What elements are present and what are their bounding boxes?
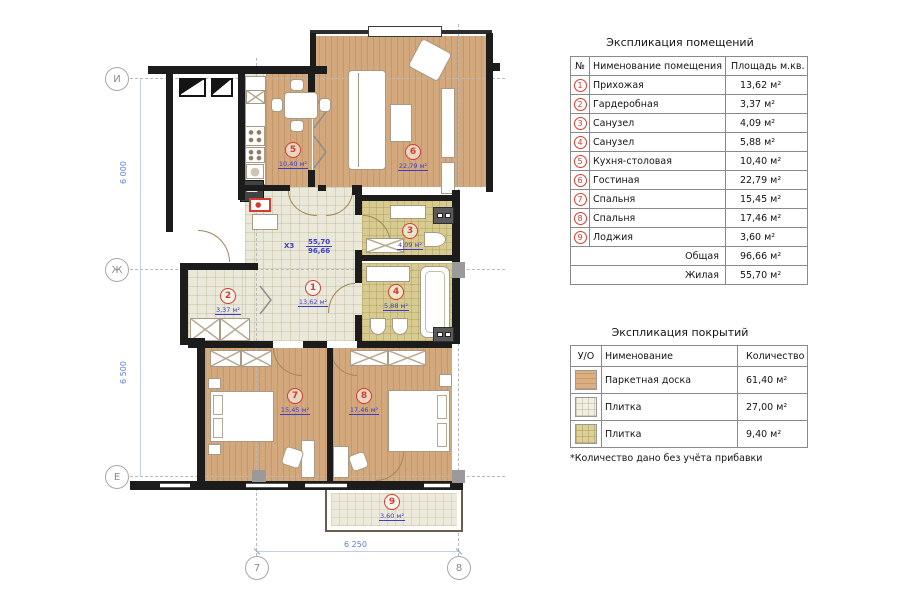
summary-area-cell: 96,66 м² — [725, 247, 808, 266]
bed — [210, 391, 274, 442]
covering-swatch — [575, 397, 597, 417]
table-row — [571, 76, 808, 95]
bed — [388, 390, 450, 452]
covering-name-cell: Паркетная доска — [602, 367, 738, 394]
sofa — [348, 70, 386, 170]
room-area-cell: 15,45 м² — [725, 190, 808, 209]
bidet — [392, 318, 408, 335]
covering-swatch-cell — [571, 367, 602, 394]
tv-cabinet — [441, 88, 455, 158]
dining-table — [284, 92, 318, 119]
apartment-code: Х3 — [284, 242, 295, 250]
room-number-badge: 5 — [574, 155, 587, 168]
room-number-badge: 7 — [574, 193, 587, 206]
wall — [308, 170, 315, 187]
covering-qty-cell: 27,00 м² — [738, 394, 808, 421]
room-name-cell: Спальня — [590, 209, 726, 228]
room-number-badge: 3 — [574, 117, 587, 130]
room-name-cell: Гардеробная — [590, 95, 726, 114]
door-arc-entrance — [198, 230, 230, 262]
room-number-badge: 9 — [574, 231, 587, 244]
nightstand — [208, 444, 221, 455]
wall-pier — [452, 470, 465, 483]
covering-swatch — [575, 424, 597, 444]
toilet — [370, 318, 386, 335]
kitchen-cabinet — [246, 90, 265, 104]
covering-name-cell: Плитка — [602, 394, 738, 421]
room-name-cell: Санузел — [590, 114, 726, 133]
table-row — [571, 152, 808, 171]
room-number-cell — [571, 228, 590, 247]
table-row — [571, 171, 808, 190]
wall — [148, 66, 327, 74]
covering-swatch-cell — [571, 421, 602, 448]
room-area-cell: 22,79 м² — [725, 171, 808, 190]
table-row — [571, 421, 808, 448]
room-name-cell: Прихожая — [590, 76, 726, 95]
summary-label-cell: Жилая — [571, 266, 726, 285]
col-header-name: Нименование помещения — [590, 57, 726, 76]
dimension-6500: 6 500 — [118, 361, 128, 384]
room-number-badge: 2 — [574, 98, 587, 111]
left-dimension-line — [140, 79, 141, 477]
vanity-counter — [366, 266, 410, 282]
dimension-6000: 6 000 — [118, 161, 128, 184]
table-header-row — [571, 57, 808, 76]
rooms-table-title: Экспликация помещений — [606, 36, 754, 49]
col-header-symbol: У/О — [571, 346, 602, 367]
window — [246, 483, 288, 488]
window — [424, 483, 450, 488]
col-header-number: № — [571, 57, 590, 76]
table-row — [571, 367, 808, 394]
room-area-cell: 3,60 м² — [725, 228, 808, 247]
table-row — [571, 95, 808, 114]
floor-plan-sheet: И Ж Е 7 8 6 000 6 500 6 250 1 13,62 м² 2 3,37 м² 3 4,09 м² 4 5,88 м² 5 10,40 м² 6 22,79 м² 7 15,45 м² 8 17,46 м² 9 3,60 м² Х3 55,70 96,66 Экспликация помещений № Нименование помещения Площадь м.кв. 1 Прихожая 13,62 м² 2 Гардеробная 3,37 м² 3 Санузел 4,09 м² 4 Санузел 5,88 м² 5 Кухня-столовая 10,40 м² 6 Гостиная 22,79 м² 7 Спальня 15,45 м² 8 Спальня 17,46 м² 9 Лоджия 3,60 м² Общая 96,66 м² Жилая 55,70 м² Экспликация покрытий У/О Нименование Количество Паркетная доска 61,40 м² Плитка 27,00 м² Плитка 9,40 м² *Количество дано без учёта прибавки — [0, 0, 900, 600]
room-area-cell: 13,62 м² — [725, 76, 808, 95]
wall — [355, 250, 362, 283]
electrical-panel-icon — [249, 198, 271, 212]
covering-swatch — [575, 370, 597, 390]
table-summary-row — [571, 266, 808, 285]
window — [305, 483, 347, 488]
wall — [357, 341, 452, 348]
vent-shaft-icon — [211, 78, 233, 97]
covering-name-cell: Плитка — [602, 421, 738, 448]
room-number-badge: 6 — [574, 174, 587, 187]
duct-box — [433, 327, 454, 342]
axis-circle-8: 8 — [447, 556, 471, 580]
console-table — [252, 214, 278, 230]
room-number-cell — [571, 190, 590, 209]
room-number-cell — [571, 152, 590, 171]
axis-line-e — [130, 476, 505, 477]
table-row — [571, 209, 808, 228]
table-row — [571, 114, 808, 133]
col-header-area: Площадь м.кв. — [725, 57, 808, 76]
wall — [238, 74, 245, 200]
bottom-dimension-line — [257, 551, 459, 552]
room-area-cell: 10,40 м² — [725, 152, 808, 171]
coverings-footnote: *Количество дано без учёта прибавки — [570, 453, 763, 464]
wall — [188, 341, 273, 348]
coffee-table — [390, 104, 412, 142]
col-header-qty: Количество — [738, 346, 808, 367]
table-row — [571, 228, 808, 247]
covering-qty-cell: 61,40 м² — [738, 367, 808, 394]
wardrobe-cabinet — [210, 350, 241, 367]
axis-circle-7: 7 — [245, 556, 269, 580]
wall-pier — [252, 470, 266, 482]
wall — [180, 263, 188, 345]
wall — [303, 341, 327, 348]
axis-circle-zh: Ж — [105, 258, 129, 282]
desk — [301, 440, 315, 478]
room-number-badge: 4 — [574, 136, 587, 149]
apartment-areas: 55,70 96,66 — [308, 238, 331, 255]
coverings-table-title: Экспликация покрытий — [611, 326, 749, 339]
wall — [362, 255, 452, 261]
axis-circle-i: И — [105, 67, 129, 91]
summary-area-cell: 55,70 м² — [725, 266, 808, 285]
table-row — [571, 133, 808, 152]
wall — [197, 345, 205, 485]
stove-icon — [245, 126, 265, 146]
room-name-cell: Санузел — [590, 133, 726, 152]
room-name-cell: Гостиная — [590, 171, 726, 190]
room-number-badge: 8 — [574, 212, 587, 225]
wardrobe-cabinet — [388, 350, 426, 366]
wall — [180, 263, 258, 270]
room-number-cell — [571, 76, 590, 95]
col-header-name: Нименование — [602, 346, 738, 367]
covering-swatch-cell — [571, 394, 602, 421]
wall — [310, 33, 316, 74]
wardrobe-cabinet — [241, 350, 272, 367]
wall — [308, 74, 315, 92]
sink — [390, 205, 426, 219]
wall — [355, 315, 362, 341]
wall — [166, 74, 173, 232]
dimension-6250: 6 250 — [344, 540, 367, 549]
chair — [319, 98, 331, 112]
wall — [352, 185, 362, 195]
room-name-cell: Спальня — [590, 190, 726, 209]
wall — [327, 348, 333, 481]
kitchen-floor — [266, 74, 312, 187]
summary-label-cell: Общая — [571, 247, 726, 266]
room-area-cell: 4,09 м² — [725, 114, 808, 133]
wall — [355, 195, 362, 215]
table-row — [571, 190, 808, 209]
covering-qty-cell: 9,40 м² — [738, 421, 808, 448]
wall-pier — [452, 262, 465, 278]
room-area-cell: 3,37 м² — [725, 95, 808, 114]
wall — [486, 33, 493, 192]
room-number-cell — [571, 114, 590, 133]
table-header-row — [571, 346, 808, 367]
coverings-table — [570, 345, 808, 448]
room-number-cell — [571, 133, 590, 152]
duct-box — [433, 207, 454, 224]
room-number-cell — [571, 209, 590, 228]
room-area-cell: 17,46 м² — [725, 209, 808, 228]
wall — [318, 185, 326, 191]
desk — [333, 446, 349, 478]
table-summary-row — [571, 247, 808, 266]
chair — [290, 79, 304, 91]
room-number-cell — [571, 171, 590, 190]
chair — [290, 120, 304, 132]
nightstand — [208, 378, 221, 389]
wardrobe-cabinet — [350, 350, 388, 366]
window — [368, 26, 442, 37]
table-row — [571, 394, 808, 421]
room-name-cell: Лоджия — [590, 228, 726, 247]
axis-circle-e: Е — [105, 465, 129, 489]
rooms-table — [570, 56, 808, 285]
room-number-cell — [571, 95, 590, 114]
chair — [271, 98, 283, 112]
wardrobe-cabinet — [220, 318, 250, 341]
room-area-cell: 5,88 м² — [725, 133, 808, 152]
wall — [355, 195, 459, 201]
folding-door-icon — [258, 284, 273, 316]
wall — [238, 185, 290, 191]
window — [160, 483, 190, 488]
vent-shaft-icon — [179, 78, 206, 97]
wall-pier — [486, 63, 500, 71]
room-number-badge: 1 — [574, 79, 587, 92]
room-name-cell: Кухня-столовая — [590, 152, 726, 171]
nightstand — [439, 374, 452, 387]
